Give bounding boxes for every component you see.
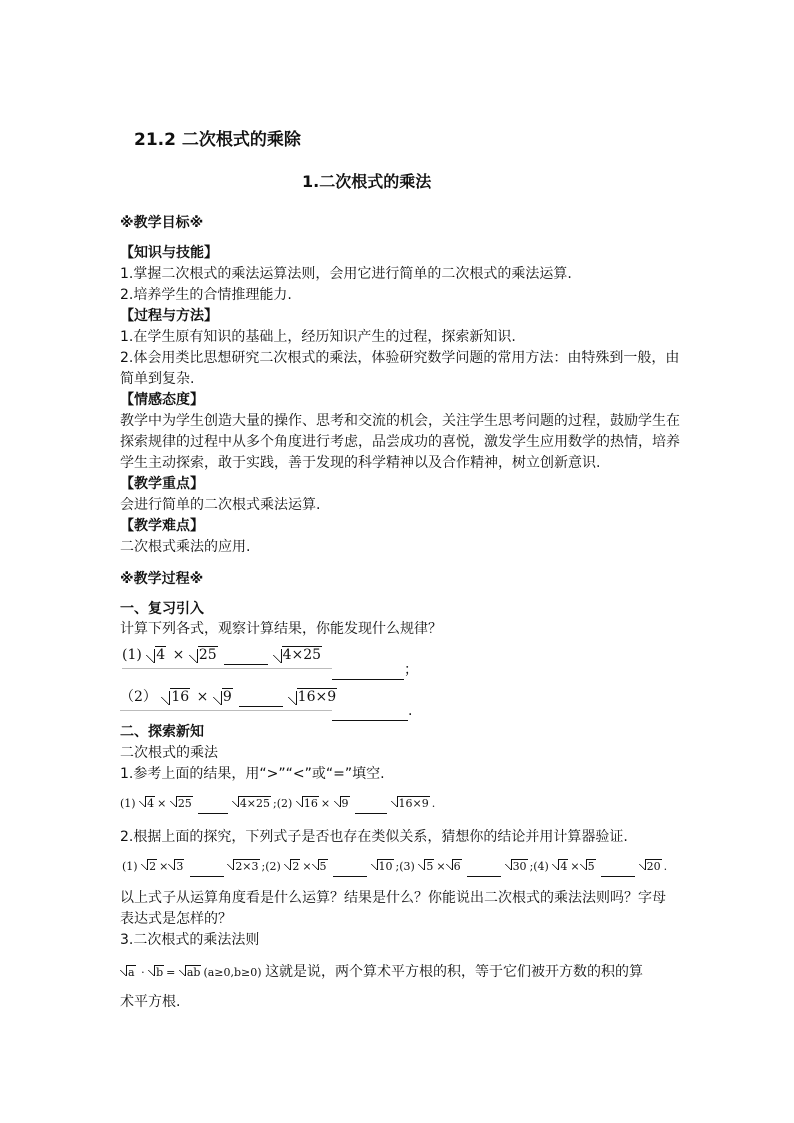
question-line-2: 表达式是怎样的？	[120, 911, 232, 927]
question-number: (1)	[122, 647, 142, 663]
section-title: 1.二次根式的乘法	[302, 172, 432, 191]
emotion-line-2: 探索规律的过程中从多个角度进行考虑，品尝成功的喜悦，激发学生应用数学的热情，培养	[120, 434, 680, 450]
answer-blank[interactable]	[333, 865, 367, 877]
times-sign: ×	[196, 689, 209, 705]
answer-blank[interactable]	[601, 865, 635, 877]
answer-blank[interactable]	[190, 865, 224, 877]
item2-formula: (1) 2 × 3 2×3 ;(2) 2 × 5 10 ;(3) 5 × 6 30 ;(4) 4 × 5 20 .	[122, 857, 667, 877]
sqrt-4x25: 4×25	[273, 645, 322, 665]
process-method-header: 【过程与方法】	[120, 308, 218, 324]
item1-formula: (1) 4 × 25 4×25 ;(2) 16 × 9 16×9 .	[120, 794, 435, 814]
sqrt-25: 25	[189, 645, 218, 665]
sqrt-16x9: 16×9	[288, 687, 337, 707]
emotion-header: 【情感态度】	[120, 392, 204, 408]
question-line-1: 以上式子从运算角度看是什么运算？结果是什么？你能说出二次根式的乘法法则吗？字母	[120, 890, 666, 906]
knowledge-header: 【知识与技能】	[120, 245, 218, 261]
equation-frame-line	[122, 668, 332, 669]
answer-blank[interactable]	[239, 692, 283, 707]
explore-item-3: 3.二次根式的乘法法则	[120, 932, 260, 948]
review-header: 一、复习引入	[120, 601, 204, 617]
explore-subheader: 二次根式的乘法	[120, 745, 218, 761]
semicolon: ；	[404, 662, 418, 678]
times-sign: ×	[172, 647, 185, 663]
answer-blank[interactable]	[332, 665, 404, 680]
rule-formula: a · b = ab (a≥0,b≥0)	[120, 966, 265, 979]
process-item-2-cont: 简单到复杂.	[120, 371, 195, 387]
difficulty-text: 二次根式乘法的应用.	[120, 539, 251, 555]
answer-blank[interactable]	[198, 802, 228, 814]
review-question-2	[120, 687, 339, 707]
answer-blank[interactable]	[332, 706, 408, 721]
answer-blank[interactable]	[355, 802, 387, 814]
process-item-1: 1.在学生原有知识的基础上，经历知识产生的过程，探索新知识.	[120, 329, 516, 345]
answer-blank[interactable]	[467, 865, 501, 877]
difficulty-header: 【教学难点】	[120, 518, 204, 534]
emotion-line-3: 学生主动探索，敢于实践，善于发现的科学精神以及合作精神，树立创新意识.	[120, 455, 601, 471]
answer-blank[interactable]	[224, 650, 268, 665]
review-question-2-tail	[332, 701, 412, 721]
rule-explanation-cont: 术平方根.	[120, 994, 181, 1010]
rule-explanation: 这就是说，两个算术平方根的积，等于它们被开方数的积的算	[265, 964, 644, 980]
multiplication-rule	[120, 962, 643, 983]
objectives-header: ※教学目标※	[120, 215, 204, 231]
sqrt-9: 9	[213, 687, 233, 707]
key-point-text: 会进行简单的二次根式乘法运算.	[120, 497, 321, 513]
sqrt-4: 4	[146, 645, 166, 665]
period: .	[408, 703, 413, 719]
page-title: 21.2 二次根式的乘除	[134, 130, 301, 150]
explore-item-2: 2.根据上面的探究，下列式子是否也存在类似关系，猜想你的结论并用计算器验证.	[120, 829, 628, 845]
explore-header: 二、探索新知	[120, 724, 204, 740]
key-point-header: 【教学重点】	[120, 476, 204, 492]
emotion-line-1: 教学中为学生创造大量的操作、思考和交流的机会，关注学生思考问题的过程，鼓励学生在	[120, 413, 680, 429]
sqrt-16: 16	[161, 687, 190, 707]
explore-item-1: 1.参考上面的结果，用“>”“<”或“=”填空.	[120, 766, 385, 782]
review-question-1	[122, 645, 324, 665]
review-prompt: 计算下列各式，观察计算结果，你能发现什么规律？	[120, 621, 442, 637]
question-number: （2）	[120, 689, 157, 705]
teaching-process-header: ※教学过程※	[120, 571, 204, 587]
review-question-1-tail	[332, 660, 418, 680]
knowledge-item-1: 1.掌握二次根式的乘法运算法则，会用它进行简单的二次根式的乘法运算.	[120, 266, 572, 282]
equation-frame-line	[120, 710, 332, 711]
knowledge-item-2: 2.培养学生的合情推理能力.	[120, 287, 292, 303]
process-item-2: 2.体会用类比思想研究二次根式的乘法，体验研究数学问题的常用方法：由特殊到一般，由	[120, 350, 680, 366]
